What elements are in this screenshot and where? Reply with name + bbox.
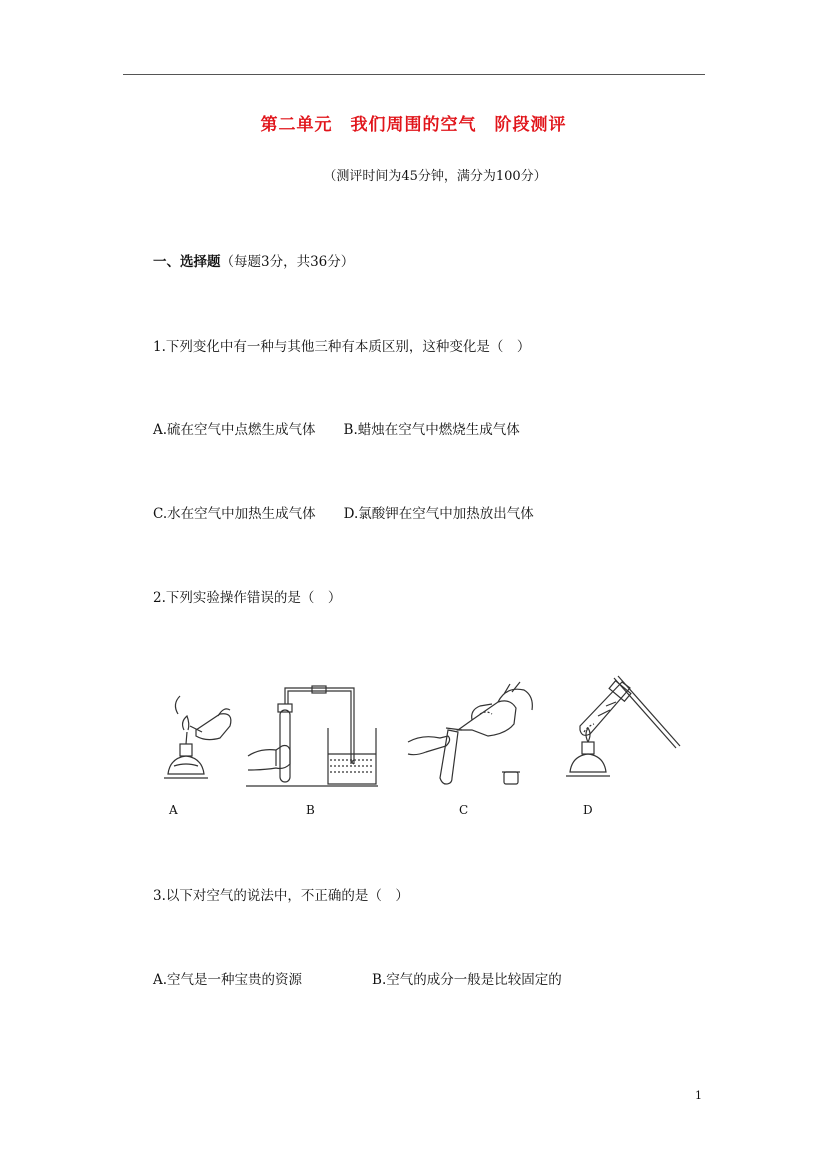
- figure-label-a: A: [169, 803, 178, 817]
- question-1-option-a: A.硫在空气中点燃生成气体: [153, 422, 316, 438]
- figure-a-lighting-lamp: [160, 686, 240, 796]
- header-rule: [123, 74, 705, 75]
- question-1-options-row-2: [153, 502, 534, 522]
- section-label: 一、选择题: [153, 254, 221, 270]
- section-heading: [153, 250, 354, 270]
- question-1-options-row-1: [153, 418, 520, 438]
- question-1-option-d: D.氯酸钾在空气中加热放出气体: [343, 506, 534, 522]
- question-1-stem: 1.下列变化中有一种与其他三种有本质区别，这种变化是（ ）: [153, 339, 531, 355]
- question-1-option-b: B.蜡烛在空气中燃烧生成气体: [343, 422, 520, 438]
- figure-label-d: D: [583, 803, 593, 817]
- question-2-figures: [150, 676, 690, 794]
- question-1-option-c: C.水在空气中加热生成气体: [153, 506, 316, 522]
- question-3-options-row-1: [153, 968, 562, 988]
- section-note: （每题3分，共36分）: [220, 254, 355, 270]
- page-title: 第二单元 我们周围的空气 阶段测评: [260, 115, 567, 135]
- question-2-stem: 2.下列实验操作错误的是（ ）: [153, 590, 342, 606]
- figure-c-pouring-liquid: [406, 680, 546, 792]
- page-subtitle: （测评时间为45分钟，满分为100分）: [323, 169, 547, 184]
- figure-label-c: C: [459, 803, 469, 817]
- question-3-option-a: A.空气是一种宝贵的资源: [153, 972, 303, 988]
- question-3-option-b: B.空气的成分一般是比较固定的: [372, 972, 562, 988]
- figure-b-airtightness-check: [246, 684, 386, 799]
- question-3-stem: 3.以下对空气的说法中，不正确的是（ ）: [153, 888, 409, 904]
- figure-d-heating-tube: [558, 676, 688, 788]
- figure-label-b: B: [306, 803, 315, 817]
- page-number: 1: [695, 1089, 702, 1102]
